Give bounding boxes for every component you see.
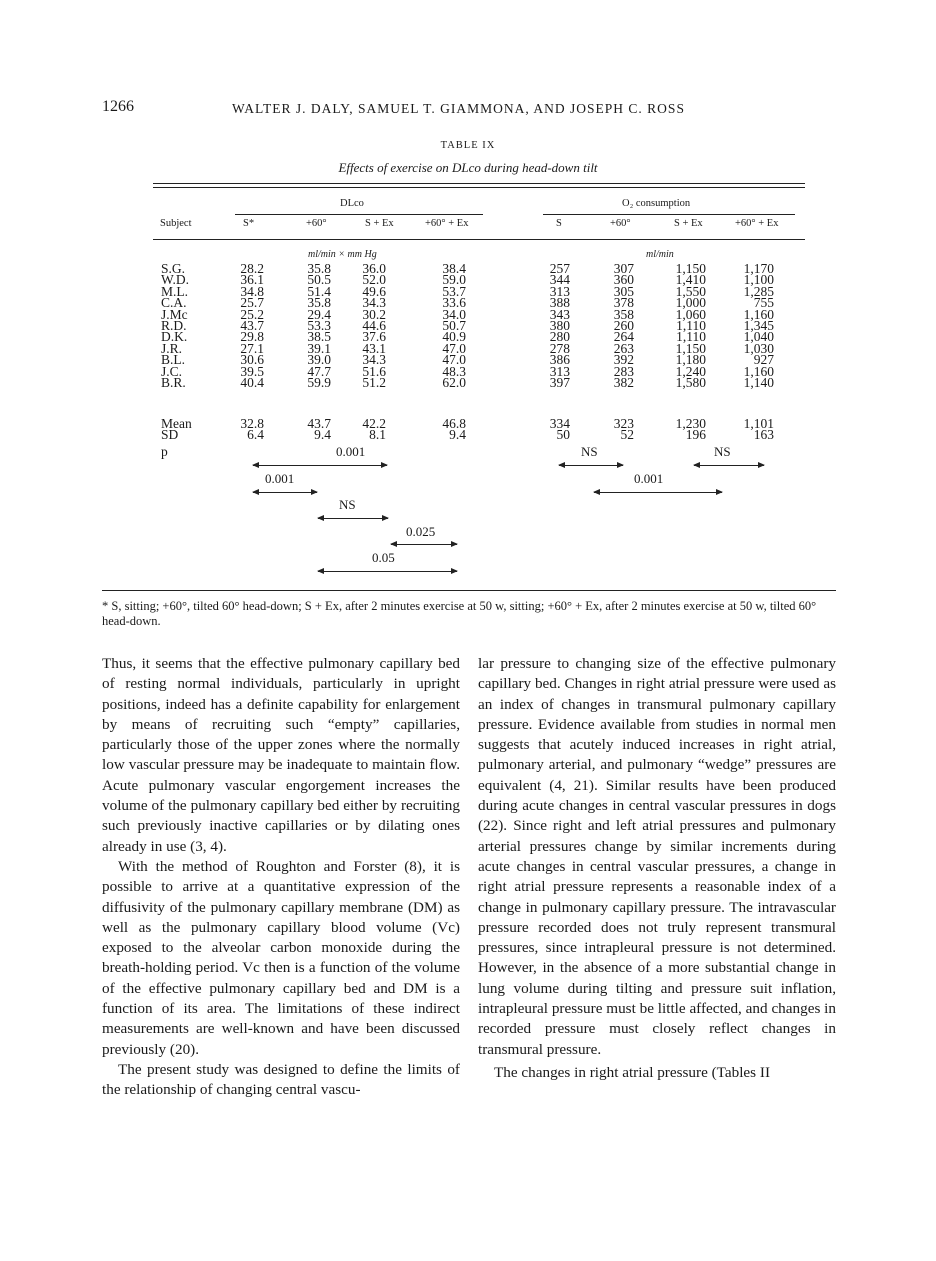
summary-label-column <box>161 418 221 441</box>
dlco-cell: 47.0 <box>442 340 466 356</box>
dlco-cell: 34.8 <box>240 283 264 299</box>
o2-cell: 260 <box>613 317 634 333</box>
o2-cell: 1,040 <box>743 329 774 345</box>
dlco-cell: 38.4 <box>442 261 466 276</box>
dlco-cell: 43.1 <box>362 340 386 356</box>
table-top-rule <box>153 183 805 184</box>
p-value-label: 0.001 <box>634 471 664 486</box>
dlco-cell: 25.2 <box>240 306 264 322</box>
page-number: 1266 <box>102 98 134 115</box>
dlco-col-header: S + Ex <box>365 218 394 229</box>
running-head: WALTER J. DALY, SAMUEL T. GIAMMONA, AND JOSEPH C. ROSS <box>232 101 685 116</box>
o2-cell: 1,150 <box>675 261 706 276</box>
dlco-cell: 44.6 <box>362 317 386 333</box>
o2-summary-cell: 1,230 <box>675 416 706 431</box>
dlco-sex-column <box>348 263 386 388</box>
o2-cell: 280 <box>549 329 570 345</box>
o2-60-column <box>600 263 634 388</box>
p-value-label: 0.001 <box>265 471 295 486</box>
o2-cell: 380 <box>549 317 570 333</box>
significance-arrow <box>694 465 764 466</box>
dlco-cell: 28.2 <box>240 261 264 276</box>
summary-dlco-60ex <box>428 418 466 441</box>
o2-cell: 388 <box>549 295 570 311</box>
body-right-column <box>478 654 836 1083</box>
summary-label-cell: Mean <box>161 416 192 431</box>
table-bottom-rule <box>102 590 836 591</box>
paragraph: With the method of Roughton and Forster (8), it is possible to arrive at a quantitative expression of the diffusivity of the pulmonary capillary membrane (DM) as well as the pulmonary capillary blood volume (Vc) exposed to the alveolar carbon monoxide during the breath-holding period. Vc then is a function of the volume of the effective pulmonary capillary bed and DM is a function of its area. The limitations of these indirect measurements are well-known and have been discussed previously (20). <box>102 857 460 1058</box>
o2-cell: 344 <box>549 272 570 288</box>
dlco-cell: 35.8 <box>307 261 331 276</box>
o2-summary-cell: 323 <box>613 416 634 431</box>
o2-s-column <box>536 263 570 388</box>
o2-col-header: +60° + Ex <box>735 218 779 229</box>
o2-cell: 1,060 <box>675 306 706 322</box>
dlco-cell: 43.7 <box>240 317 264 333</box>
subject-cell: J.Mc <box>161 306 188 322</box>
o2-col-header: S + Ex <box>674 218 703 229</box>
o2-cell: 1,150 <box>675 340 706 356</box>
o2-sex-column <box>660 263 706 388</box>
o2-cell: 283 <box>613 363 634 379</box>
p-label: p <box>161 444 168 459</box>
table-title: Effects of exercise on DLco during head-down tilt <box>338 160 598 175</box>
dlco-s-column <box>226 263 264 388</box>
o2-cell: 1,110 <box>676 329 706 345</box>
significance-arrow <box>391 544 457 545</box>
subject-header: Subject <box>160 218 192 229</box>
p-value-label: NS <box>714 444 731 459</box>
dlco-cell: 33.6 <box>442 295 466 311</box>
dlco-cell: 47.7 <box>307 363 331 379</box>
dlco-cell: 35.8 <box>307 295 331 311</box>
o2-cell: 1,550 <box>675 283 706 299</box>
subject-cell: J.C. <box>161 363 183 379</box>
p-value-label: 0.05 <box>372 550 395 565</box>
subject-cell: C.A. <box>161 295 187 311</box>
o2-cell: 1,110 <box>676 317 706 333</box>
dlco-60-column <box>293 263 331 388</box>
p-value-label: 0.001 <box>336 444 366 459</box>
table-top-rule-2 <box>153 187 805 188</box>
o2-cell: 313 <box>549 363 570 379</box>
subject-cell: R.D. <box>161 317 187 333</box>
o2-summary-cell: 50 <box>556 427 570 443</box>
dlco-cell: 53.3 <box>307 317 331 333</box>
subject-cell: J.R. <box>161 340 183 356</box>
table-caption: TABLE IX <box>440 140 496 151</box>
o2-cell: 397 <box>549 374 570 390</box>
dlco-cell: 59.0 <box>442 272 466 288</box>
dlco-summary-cell: 8.1 <box>369 427 386 443</box>
o2-summary-cell: 1,101 <box>743 416 774 431</box>
dlco-summary-cell: 9.4 <box>449 427 466 443</box>
dlco-cell: 51.4 <box>307 283 331 299</box>
dlco-cell: 50.7 <box>442 317 466 333</box>
o2-cell: 382 <box>613 374 634 390</box>
significance-arrow <box>253 492 317 493</box>
o2-cell: 278 <box>549 340 570 356</box>
subject-column <box>161 263 221 388</box>
dlco-cell: 51.6 <box>362 363 386 379</box>
o2-cell: 1,000 <box>675 295 706 311</box>
o2-cell: 358 <box>613 306 634 322</box>
dlco-summary-cell: 6.4 <box>247 427 264 443</box>
o2-cell: 263 <box>613 340 634 356</box>
dlco-unit: ml/min × mm Hg <box>308 249 377 260</box>
o2-cell: 378 <box>613 295 634 311</box>
table-footnote: * S, sitting; +60°, tilted 60° head-down; S + Ex, after 2 minutes exercise at 50 w, sitting; +60° + Ex, after 2 minutes exercise at 50 w, tilted 60° head-down. <box>102 599 817 628</box>
paragraph: Thus, it seems that the effective pulmonary capillary bed of resting normal individuals, particularly in upright positions, indeed has a definite capability for enlargement by means of recruiting such “empty” capillaries, particularly those of the upper zones where the normally low vascular pressure may be inadequate to maintain flow. Acute pulmonary vascular engorgement increases the volume of the pulmonary capillary bed either by recruiting such previously inactive capillaries or by dilating ones already in use (3, 4). <box>102 655 460 855</box>
dlco-summary-cell: 43.7 <box>307 416 331 431</box>
dlco-cell: 47.0 <box>442 352 466 368</box>
dlco-cell: 39.1 <box>307 340 331 356</box>
dlco-summary-cell: 32.8 <box>240 416 264 431</box>
o2-col-header: S <box>556 218 562 229</box>
summary-o2-s <box>536 418 570 441</box>
o2-unit: ml/min <box>646 249 674 260</box>
paragraph: lar pressure to changing size of the effective pulmonary capillary bed. Changes in right atrial pressure were used as an index of changes in transmural pulmonary capillary pressure. Evidence available from studies in normal men suggests that acutely induced increases in right atrial, pulmonary arterial, and pulmonary “wedge” pressures are equivalent (4, 21). Similar results have been produced during acute changes in central vascular pressures in dogs (22). Since right and left atrial pressures and pulmonary arterial pressures change by similar increments during acute changes in central vascular pressures, a change in right atrial pressure represents a reasonable index of a change in pulmonary capillary pressure. The intravascular pressure recorded does not truly represent transmural pressures, since intrapleural pressure is not determined. However, in the absence of a more substantial change in lung volume during tilting and pressure suit inflation, intrapleural pressure must be little affected, and changes in recorded pressure must closely reflect changes in transmural pressure. <box>478 655 836 1058</box>
dlco-group-rule <box>235 214 483 215</box>
dlco-cell: 48.3 <box>442 363 466 379</box>
summary-o2-60 <box>600 418 634 441</box>
o2-cell: 1,410 <box>675 272 706 288</box>
dlco-60ex-column <box>428 263 466 388</box>
o2-col-header: +60° <box>610 218 631 229</box>
dlco-cell: 59.9 <box>307 374 331 390</box>
dlco-summary-cell: 46.8 <box>442 416 466 431</box>
o2-cell: 1,240 <box>675 363 706 379</box>
summary-dlco-s <box>226 418 264 441</box>
o2-cell: 1,180 <box>675 352 706 368</box>
significance-arrow <box>594 492 722 493</box>
o2-cell: 1,140 <box>743 374 774 390</box>
paragraph: The changes in right atrial pressure (Tables II <box>494 1063 770 1081</box>
summary-o2-60ex <box>728 418 774 441</box>
o2-cell: 927 <box>753 352 774 368</box>
significance-arrow <box>318 571 457 572</box>
dlco-cell: 30.6 <box>240 352 264 368</box>
o2-cell: 392 <box>613 352 634 368</box>
dlco-cell: 38.5 <box>307 329 331 345</box>
o2-cell: 360 <box>613 272 634 288</box>
o2-summary-cell: 52 <box>620 427 634 443</box>
o2-cell: 343 <box>549 306 570 322</box>
o2-cell: 1,160 <box>743 363 774 379</box>
dlco-col-header: S* <box>243 218 255 229</box>
p-value-label: NS <box>581 444 598 459</box>
dlco-summary-cell: 42.2 <box>362 416 386 431</box>
dlco-col-header: +60° <box>306 218 327 229</box>
subject-cell: B.L. <box>161 352 186 368</box>
o2-cell: 1,285 <box>743 283 774 299</box>
summary-dlco-60 <box>293 418 331 441</box>
dlco-cell: 36.1 <box>240 272 264 288</box>
dlco-cell: 30.2 <box>362 306 386 322</box>
dlco-col-header: +60° + Ex <box>425 218 469 229</box>
dlco-cell: 29.8 <box>240 329 264 345</box>
o2-cell: 1,170 <box>743 261 774 276</box>
significance-arrow <box>559 465 623 466</box>
dlco-cell: 36.0 <box>362 261 386 276</box>
o2-cell: 755 <box>753 295 774 311</box>
body-left-column <box>102 654 460 1101</box>
dlco-cell: 37.6 <box>362 329 386 345</box>
o2-summary-cell: 163 <box>753 427 774 443</box>
subject-cell: M.L. <box>161 283 188 299</box>
o2-cell: 1,345 <box>743 317 774 333</box>
dlco-cell: 27.1 <box>240 340 264 356</box>
dlco-cell: 34.3 <box>362 352 386 368</box>
paragraph: The present study was designed to define the limits of the relationship of changing central vascu- <box>102 1060 460 1099</box>
o2-cell: 257 <box>549 261 570 276</box>
dlco-cell: 29.4 <box>307 306 331 322</box>
dlco-cell: 25.7 <box>240 295 264 311</box>
o2-summary-cell: 334 <box>549 416 570 431</box>
subject-cell: B.R. <box>161 374 186 390</box>
o2-cell: 1,160 <box>743 306 774 322</box>
o2-cell: 313 <box>549 283 570 299</box>
significance-arrow <box>318 518 388 519</box>
dlco-cell: 39.5 <box>240 363 264 379</box>
p-value-label: NS <box>339 497 356 512</box>
dlco-group-header: DLco <box>340 198 364 209</box>
dlco-cell: 49.6 <box>362 283 386 299</box>
summary-label-cell: SD <box>161 427 179 443</box>
o2-group-header: O₂ consumption <box>622 198 691 209</box>
dlco-cell: 51.2 <box>362 374 386 390</box>
summary-o2-sex <box>660 418 706 441</box>
dlco-cell: 40.9 <box>442 329 466 345</box>
o2-group-rule <box>543 214 795 215</box>
o2-cell: 1,030 <box>743 340 774 356</box>
dlco-cell: 34.3 <box>362 295 386 311</box>
dlco-cell: 53.7 <box>442 283 466 299</box>
p-value-label: 0.025 <box>406 524 436 539</box>
subject-cell: S.G. <box>161 261 186 276</box>
dlco-cell: 52.0 <box>362 272 386 288</box>
o2-cell: 386 <box>549 352 570 368</box>
o2-cell: 264 <box>613 329 634 345</box>
subject-cell: D.K. <box>161 329 188 345</box>
o2-summary-cell: 196 <box>685 427 706 443</box>
o2-cell: 305 <box>613 283 634 299</box>
dlco-summary-cell: 9.4 <box>314 427 331 443</box>
dlco-cell: 39.0 <box>307 352 331 368</box>
subject-cell: W.D. <box>161 272 190 288</box>
summary-dlco-sex <box>348 418 386 441</box>
o2-cell: 307 <box>613 261 634 276</box>
o2-cell: 1,580 <box>675 374 706 390</box>
dlco-cell: 40.4 <box>240 374 264 390</box>
o2-cell: 1,100 <box>743 272 774 288</box>
dlco-cell: 34.0 <box>442 306 466 322</box>
header-bottom-rule <box>153 239 805 240</box>
significance-arrow <box>253 465 387 466</box>
o2-60ex-column <box>728 263 774 388</box>
dlco-cell: 62.0 <box>442 374 466 390</box>
dlco-cell: 50.5 <box>307 272 331 288</box>
